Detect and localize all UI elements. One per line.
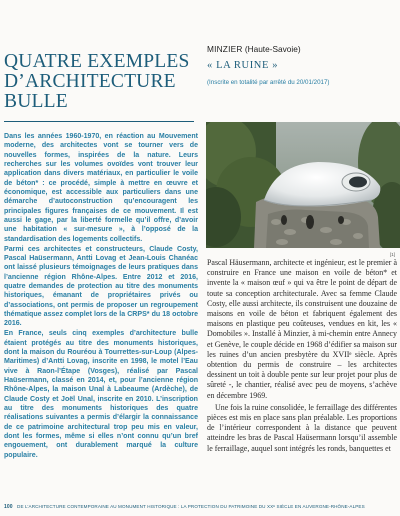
location-line: [207, 44, 395, 54]
right-column-header: [207, 44, 395, 86]
house-photo: [206, 122, 400, 248]
title-divider: [4, 121, 194, 122]
intro-paragraph-1: Dans les années 1960-1970, en réaction au Mouvement moderne, des architectes vont se tourner vers de nouvelles formes, inspirées de la nature. Leurs recherches sur les volumes ovoïdes vont trouver leur application dans divers matériaux, en particulier le voile de béton* : ce procédé, simple à mettre en œuvre et économique, est accessible aux particuliers dans une démarche d’autoconstruction qu’encouragent les principales figures françaises de ce mouvement. Il est aussi le gage, par la liberté formelle qu’il offre, d’avoir une habitation « sur-mesure », à l’opposé de la standardisation des logements collectifs.: [4, 133, 198, 243]
intro-paragraph-2: Parmi ces architectes et constructeurs, Claude Costy, Pascal Haüsermann, Antti Lovag et Jean-Louis Chanéac ont laissé plusieurs témoignages de leurs pratiques dans l’ancienne région Rhône-Alpes. Entre 2012 et 2016, quatre demandes de protection au titre des monuments historiques, émanant de propriétaires privés ou d’associations, ont permis de proposer un regroupement thématique assez complet lors de la CRPS* du 18 octobre 2016.: [4, 245, 198, 328]
left-column: [4, 52, 198, 460]
photo-reference: [1]: [390, 252, 396, 257]
title-line-2: D’ARCHITECTURE: [4, 71, 176, 92]
protection-note: (Inscrite en totalité par arrêté du 20/01/2017): [207, 79, 330, 86]
page-number: 100: [4, 504, 13, 510]
page-title: [4, 52, 198, 112]
ruine-house-illustration: [206, 122, 400, 248]
title-line-1: QUATRE EXEMPLES: [4, 51, 190, 72]
running-title: DE L’ARCHITECTURE CONTEMPORAINE AU MONUMENT HISTORIQUE : LA PROTECTION DU PATRIMOINE DU XXᵉ SIÈCLE EN AUVERGNE-RHÔNE-ALPES: [17, 504, 365, 509]
page-footer: [4, 504, 400, 510]
section-heading: « LA RUINE »: [207, 60, 279, 71]
title-line-3: BULLE: [4, 91, 68, 112]
body-paragraph-1: Pascal Häusermann, architecte et ingénieur, est le premier à construire en France une maison en voile de béton* et invente la « maison œuf » qui va être le point de départ de toute sa conception architecturale. Avec sa femme Claude Costy, elle aussi architecte, ils construisent une douzaine de maisons en voile de béton et fabriquent également des maisons en plastique peu coûteuses, vendues en kit, les « Domobiles ». Installé à Minzier, à mi-chemin entre Annecy et Genève, le couple décide en 1968 d’édifier sa maison sur les ruines d’un ancien presbytère du XVIIᵉ siècle. Après obtention du permis de construire – les architectes dessinent un toit à double pente sur leur projet pour plus de sûreté -, le chantier, réalisé avec peu de moyens, s’achève en décembre 1969.: [207, 258, 397, 400]
location-place: MINZIER: [207, 44, 243, 54]
intro-paragraph-3: En France, seuls cinq exemples d’architecture bulle étaient protégés au titre des monuments historiques, dont la maison du Rouréou à Tourrettes-sur-Loup (Alpes-Maritimes) d’Antti Lovag, inscrite en 1998, le motel l’Eau vive à Raon-l’Étape (Vosges), réalisé par Pascal Haüsermann, classé en 2014, et, pour l’ancienne région Rhône-Alpes, la maison Unal à Labeaume (Ardèche), de Claude Costy et Joël Unal, inscrite en 2010. L’inscription au titre des monuments historiques des quatre réalisations suivantes a permis d’élargir la connaissance de ce patrimoine architectural trop peu mis en valeur, dont les formes, même si elles n’ont connu qu’un bref engouement, ont durablement marqué la culture populaire.: [4, 330, 198, 459]
location-department: (Haute-Savoie): [244, 44, 301, 54]
body-paragraph-2: Une fois la ruine consolidée, le ferraillage des différentes pièces est mis en place sans plan préalable. Les proportions de l’intérieur correspondent à la distance que peuvent atteindre les bras de Pascal Haüsermann lorsqu’il assemble le ferraillage, auquel sont intégrés les ronds, banquettes et: [207, 402, 397, 453]
right-body-text: [207, 258, 397, 454]
